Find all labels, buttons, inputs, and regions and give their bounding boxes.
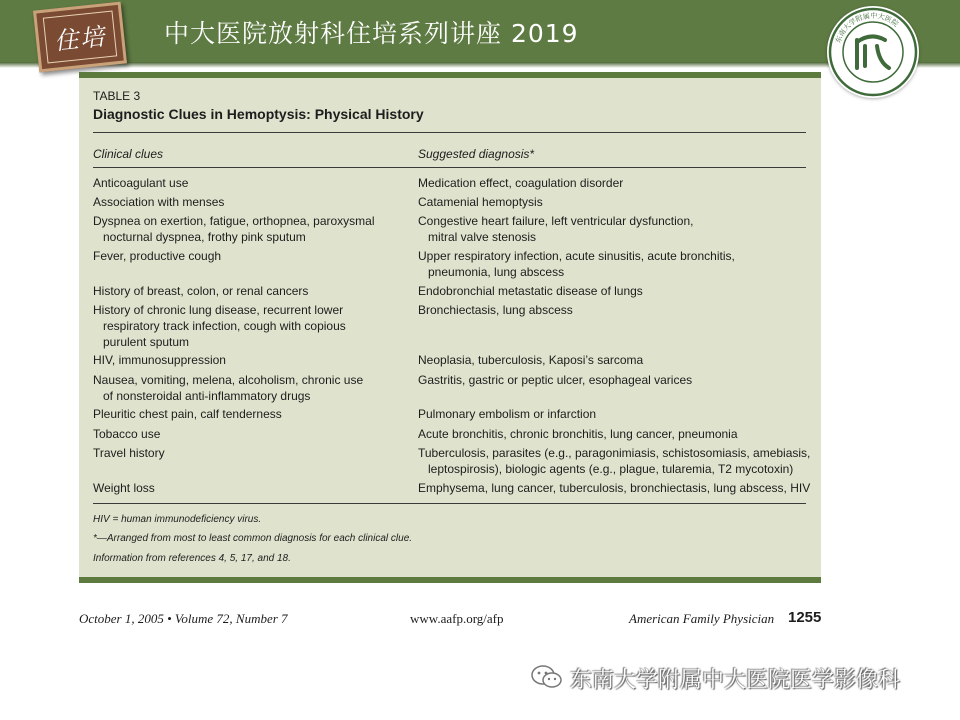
clinical-clue-cell [93,302,346,350]
cell-line: Medication effect, coagulation disorder [418,176,624,190]
footnote-order: *—Arranged from most to least common diagnosis for each clinical clue. [93,533,413,544]
journal-url: www.aafp.org/afp [410,611,504,626]
clinical-clue-cell [93,194,224,210]
wechat-icon [530,664,564,690]
cell-line: Congestive heart failure, left ventricular dysfunction, [418,214,694,228]
table-top-rule [93,132,806,133]
table-title: Diagnostic Clues in Hemoptysis: Physical History [93,106,424,122]
table-label: TABLE 3 [93,89,141,103]
footnote-references: Information from references 4, 5, 17, and 18. [93,553,291,564]
diagnosis-cell [418,406,596,422]
issue-date-volume: October 1, 2005 • Volume 72, Number 7 [79,611,288,626]
cell-line: Nausea, vomiting, melena, alcoholism, chronic use [93,373,364,387]
cell-line: History of breast, colon, or renal cancers [93,284,309,298]
page-number: 1255 [788,609,822,626]
diagnosis-cell [418,445,810,477]
cell-line: Emphysema, lung cancer, tuberculosis, bronchiectasis, lung abscess, HIV [418,481,811,495]
cell-line: Pleuritic chest pain, calf tenderness [93,407,282,421]
cell-line: Gastritis, gastric or peptic ulcer, esophageal varices [418,373,693,387]
diagnosis-cell [418,194,543,210]
cell-line: Pulmonary embolism or infarction [418,407,597,421]
cell-line: nocturnal dyspnea, frothy pink sputum [103,230,306,244]
journal-name: American Family Physician [629,611,775,626]
diagnosis-cell [418,302,573,318]
cell-line: Weight loss [93,481,155,495]
cell-line: Association with menses [93,195,225,209]
column-header-clinical-clues: Clinical clues [93,147,164,161]
cell-line: Tobacco use [93,427,161,441]
clinical-clue-cell [93,248,221,264]
clinical-clue-cell [93,175,188,191]
cell-line: Tuberculosis, parasites (e.g., paragonimiasis, schistosomiasis, amebiasis, [418,446,811,460]
diagnosis-cell [418,480,810,496]
cell-line: Anticoagulant use [93,176,189,190]
diagnosis-cell [418,213,693,245]
cell-line: Acute bronchitis, chronic bronchitis, lung cancer, pneumonia [418,427,738,441]
cell-line: Bronchiectasis, lung abscess [418,303,573,317]
diagnosis-cell [418,175,623,191]
program-badge [33,2,127,73]
header-rule [93,167,806,168]
watermark-text: 东南大学附属中大医院医学影像科 [570,668,901,693]
cell-line: Travel history [93,446,165,460]
diagnosis-cell [418,352,643,368]
cell-line: Fever, productive cough [93,249,222,263]
table-bottom-rule [93,503,806,504]
cell-line: purulent sputum [103,335,190,349]
footnote-hiv: HIV = human immunodeficiency virus. [93,514,262,525]
clinical-clue-cell [93,352,226,368]
clinical-clue-cell [93,426,160,442]
header-shadow [0,62,960,68]
diagnosis-cell [418,248,735,280]
badge-text: 住培 [52,22,108,56]
panel-top-border [79,72,821,78]
cell-line: Dyspnea on exertion, fatigue, orthopnea, paroxysmal [93,214,375,228]
cell-line: mitral valve stenosis [428,230,537,244]
lecture-series-title: 中大医院放射科住培系列讲座 2019 [164,19,579,48]
clinical-clue-cell [93,406,282,422]
cell-line: respiratory track infection, cough with copious [103,319,346,333]
clinical-clue-cell [93,372,363,404]
seal-caption: 东南大学附属中大医院 [834,11,900,45]
clinical-clue-cell [93,445,165,461]
cell-line: History of chronic lung disease, recurrent lower [93,303,344,317]
clinical-clue-cell [93,213,375,245]
hospital-seal-logo [827,6,919,98]
cell-line: Upper respiratory infection, acute sinusitis, acute bronchitis, [418,249,735,263]
cell-line: pneumonia, lung abscess [428,265,565,279]
clinical-clue-cell [93,283,308,299]
panel-bottom-border [79,577,821,583]
column-header-suggested-diagnosis: Suggested diagnosis* [418,147,535,161]
diagnosis-cell [418,283,643,299]
cell-line: leptospirosis), biologic agents (e.g., plague, tularemia, T2 mycotoxin) [428,462,794,476]
cell-line: Endobronchial metastatic disease of lungs [418,284,643,298]
diagnosis-cell [418,372,692,388]
clinical-clue-cell [93,480,155,496]
cell-line: HIV, immunosuppression [93,353,226,367]
cell-line: of nonsteroidal anti-inflammatory drugs [103,389,311,403]
cell-line: Catamenial hemoptysis [418,195,543,209]
cell-line: Neoplasia, tuberculosis, Kaposi’s sarcoma [418,353,644,367]
diagnosis-cell [418,426,738,442]
